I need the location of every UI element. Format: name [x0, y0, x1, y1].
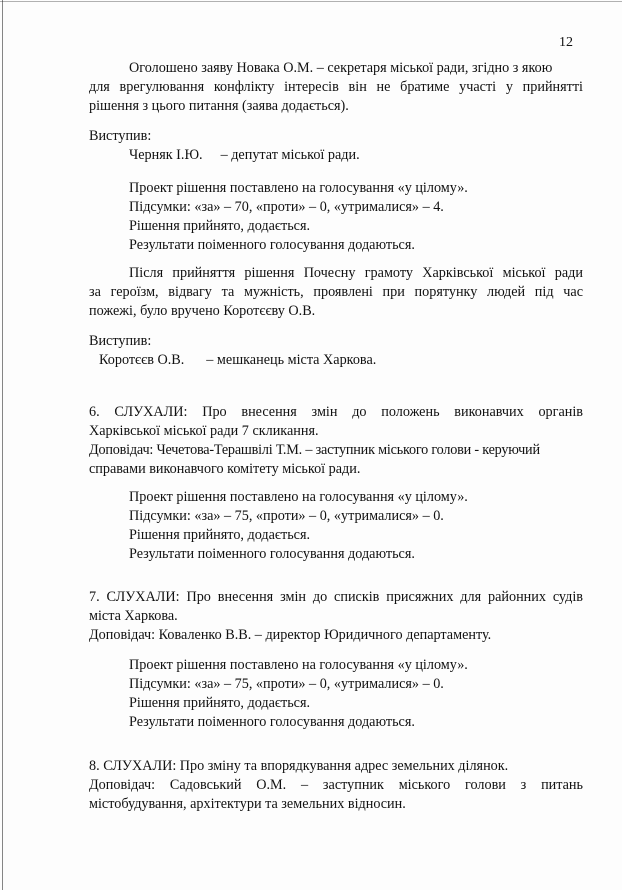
- scan-left-edge: [2, 0, 3, 890]
- text-line: Доповідач: Чечетова-Терашвілі Т.М. – заступник міського голови - керуючий: [89, 442, 540, 458]
- text-line: Підсумки: «за» – 70, «проти» – 0, «утрималися» – 4.: [129, 199, 444, 215]
- text-line: Доповідач: Садовський О.М. – заступник міського голови з питань: [89, 777, 583, 793]
- text-line: Проект рішення поставлено на голосування «у цілому».: [129, 180, 468, 196]
- text-line: Оголошено заяву Новака О.М. – секретаря міської ради, згідно з якою: [129, 60, 553, 76]
- speaker-line: [89, 351, 583, 370]
- text-line: справами виконавчого комітету міської ради.: [89, 461, 361, 477]
- text-line: міста Харкова.: [89, 608, 178, 624]
- text-line: Результати поіменного голосування додаються.: [129, 237, 415, 253]
- conflict-of-interest-paragraph: [89, 59, 583, 116]
- text-line: рішення з цього питання (заява додається).: [89, 98, 349, 114]
- speech-label: Виступив:: [89, 128, 152, 144]
- text-line: 8. СЛУХАЛИ: Про зміну та впорядкування адрес земельних ділянок.: [89, 758, 509, 774]
- text-line: містобудування, архітектури та земельних відносин.: [89, 796, 406, 812]
- agenda-item-7: [89, 588, 583, 645]
- speech-block: [89, 127, 583, 165]
- text-line: Рішення прийнято, додається.: [129, 527, 311, 543]
- text-line: Результати поіменного голосування додаються.: [129, 546, 415, 562]
- text-line: пожежі, було вручено Коротєєву О.В.: [89, 303, 316, 319]
- text-line: Доповідач: Коваленко В.В. – директор Юридичного департаменту.: [89, 627, 492, 643]
- text-line: Проект рішення поставлено на голосування «у цілому».: [129, 657, 468, 673]
- page-number: 12: [559, 35, 573, 50]
- speaker-line: [89, 146, 583, 165]
- scan-top-edge: [0, 1, 622, 2]
- speech-label: Виступив:: [89, 333, 152, 349]
- vote-result-block: [129, 488, 622, 564]
- speech-block: [89, 332, 583, 370]
- agenda-item-6: [89, 403, 583, 479]
- vote-result-block: [129, 179, 622, 255]
- text-line: за героїзм, відвагу та мужність, проявлені при порятунку людей під час: [89, 284, 583, 300]
- award-paragraph: [89, 264, 583, 321]
- speaker-role: – депутат міської ради.: [220, 147, 360, 163]
- text-line: Результати поіменного голосування додаються.: [129, 714, 415, 730]
- speaker-name: Коротєєв О.В.: [99, 352, 185, 368]
- text-line: Підсумки: «за» – 75, «проти» – 0, «утрималися» – 0.: [129, 676, 444, 692]
- text-line: 7. СЛУХАЛИ: Про внесення змін до списків присяжних для районних судів: [89, 589, 583, 605]
- text-line: Рішення прийнято, додається.: [129, 695, 311, 711]
- speaker-role: – мешканець міста Харкова.: [206, 352, 377, 368]
- agenda-item-8: [89, 757, 583, 814]
- text-line: Підсумки: «за» – 75, «проти» – 0, «утрималися» – 0.: [129, 508, 444, 524]
- text-line: 6. СЛУХАЛИ: Про внесення змін до положень виконавчих органів: [89, 404, 583, 420]
- text-line: для врегулювання конфлікту інтересів він не братиме участі у прийнятті: [89, 79, 583, 95]
- vote-result-block: [129, 656, 622, 732]
- text-line: Харківської міської ради 7 скликання.: [89, 423, 319, 439]
- text-line: Рішення прийнято, додається.: [129, 218, 311, 234]
- text-line: Проект рішення поставлено на голосування «у цілому».: [129, 489, 468, 505]
- text-line: Після прийняття рішення Почесну грамоту Харківської міської ради: [129, 265, 583, 281]
- speaker-name: Черняк І.Ю.: [129, 147, 203, 163]
